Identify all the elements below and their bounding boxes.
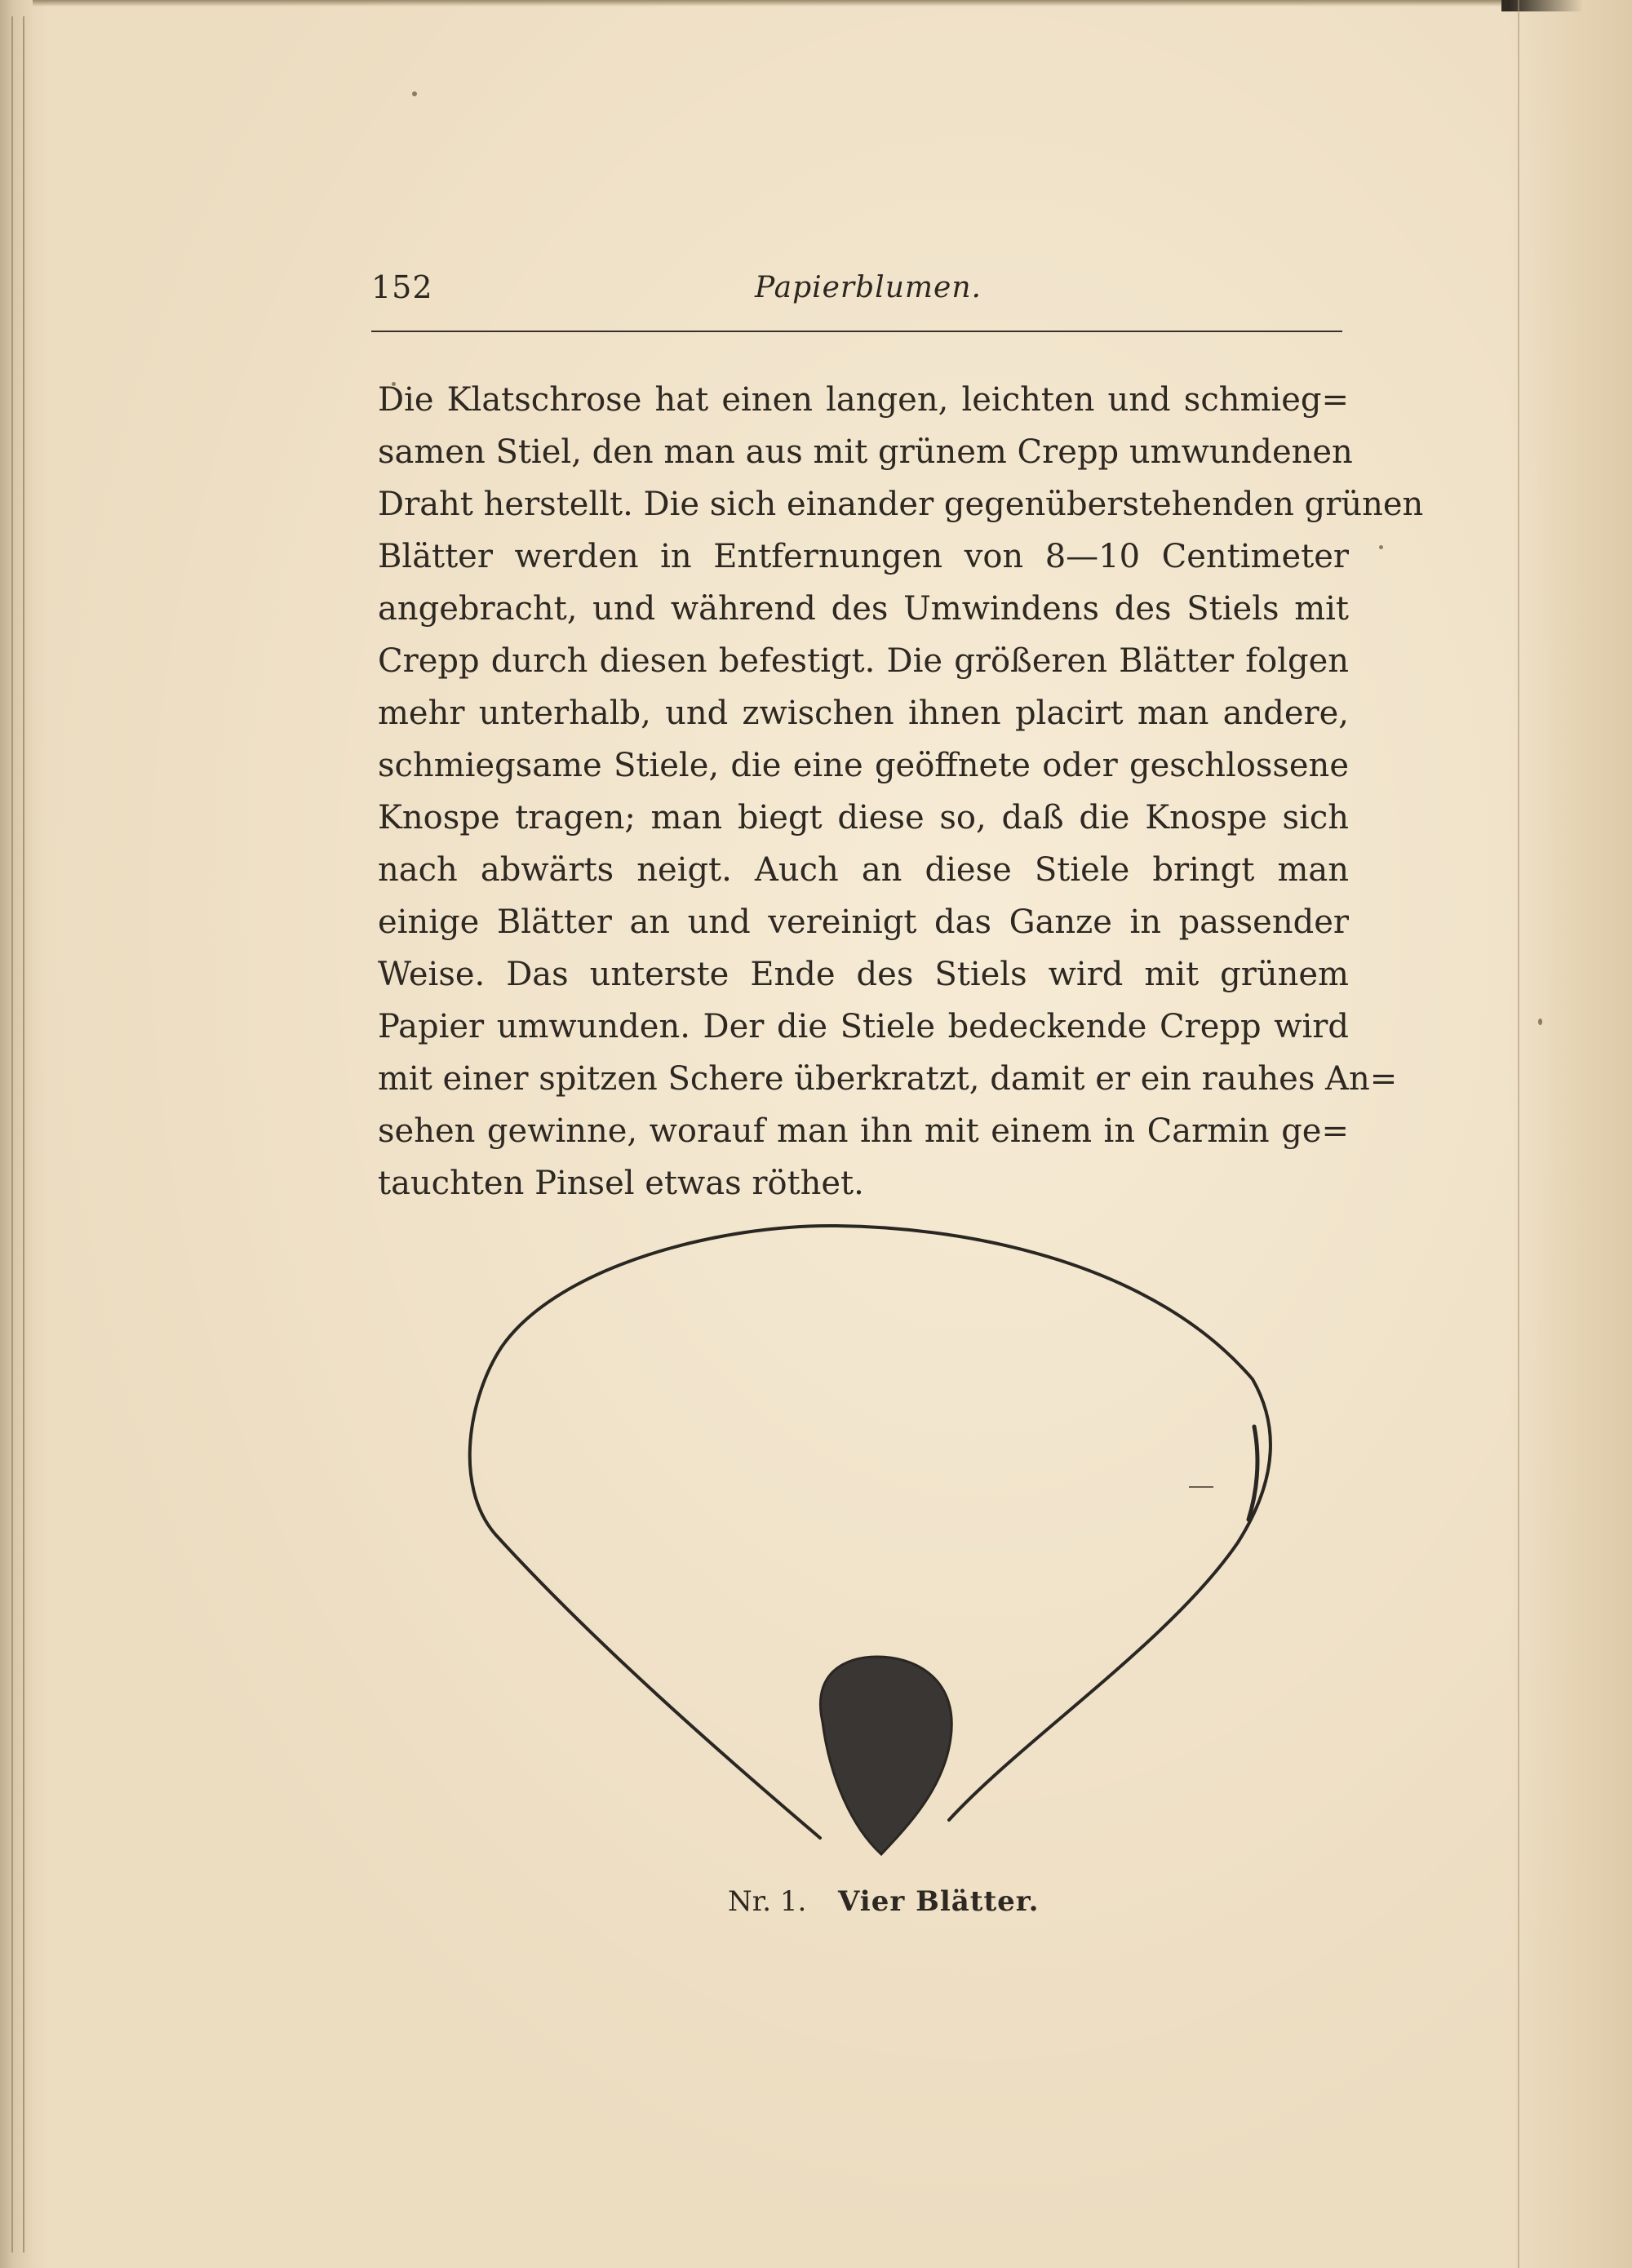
text-line: Papier umwunden. Der die Stiele bedeckende Crepp wird xyxy=(378,1008,1349,1045)
text-line: nach abwärts neigt. Auch an diese Stiele bringt man xyxy=(378,851,1349,889)
paper-speck xyxy=(412,91,417,96)
figure-caption xyxy=(728,1885,1136,1926)
text-line: Draht herstellt. Die sich einander gegenüberstehenden grünen xyxy=(378,486,1424,523)
running-title: Papierblumen. xyxy=(755,271,982,304)
caption-number: Nr. 1. xyxy=(728,1885,807,1918)
leaf-pattern-drawing xyxy=(453,1216,1302,1869)
page-edge-line xyxy=(11,16,13,2252)
page-top-shadow xyxy=(0,0,1632,7)
page-fold-line xyxy=(1518,0,1519,2268)
text-line: sehen gewinne, worauf man ihn mit einem in Carmin ge= xyxy=(378,1112,1349,1150)
page-number: 152 xyxy=(371,269,433,305)
text-line: mehr unterhalb, und zwischen ihnen placirt man andere, xyxy=(378,695,1349,732)
text-line: samen Stiel, den man aus mit grünem Crepp umwundenen xyxy=(378,433,1353,471)
text-line: einige Blätter an und vereinigt das Ganze in passender xyxy=(378,903,1349,941)
page-edge-line xyxy=(23,16,24,2252)
paper-speck xyxy=(1379,545,1383,549)
leaf-pattern-figure xyxy=(453,1216,1302,1869)
page-left-edge xyxy=(0,0,33,2268)
running-header xyxy=(371,269,1350,318)
body-paragraph xyxy=(378,374,1424,1209)
text-line: Die Klatschrose hat einen langen, leichten und schmieg= xyxy=(378,381,1349,419)
page-right-edge xyxy=(1510,0,1632,2268)
text-line: Weise. Das unterste Ende des Stiels wird mit grünem xyxy=(378,956,1349,993)
text-line: schmiegsame Stiele, die eine geöffnete oder geschlossene xyxy=(378,747,1349,784)
text-line: Crepp durch diesen befestigt. Die größeren Blätter folgen xyxy=(378,642,1349,680)
text-line: angebracht, und während des Umwindens des Stiels mit xyxy=(378,590,1349,628)
text-line: mit einer spitzen Schere überkratzt, damit er ein rauhes An= xyxy=(378,1060,1398,1098)
stem-base-blob xyxy=(821,1657,952,1854)
header-rule xyxy=(371,331,1342,332)
paper-speck xyxy=(1538,1019,1542,1025)
caption-title: Vier Blätter. xyxy=(838,1885,1040,1918)
text-line: Blätter werden in Entfernungen von 8—10 Centimeter xyxy=(378,538,1349,575)
text-line: Knospe tragen; man biegt diese so, daß die Knospe sich xyxy=(378,799,1349,837)
text-line: tauchten Pinsel etwas röthet. xyxy=(378,1165,864,1202)
